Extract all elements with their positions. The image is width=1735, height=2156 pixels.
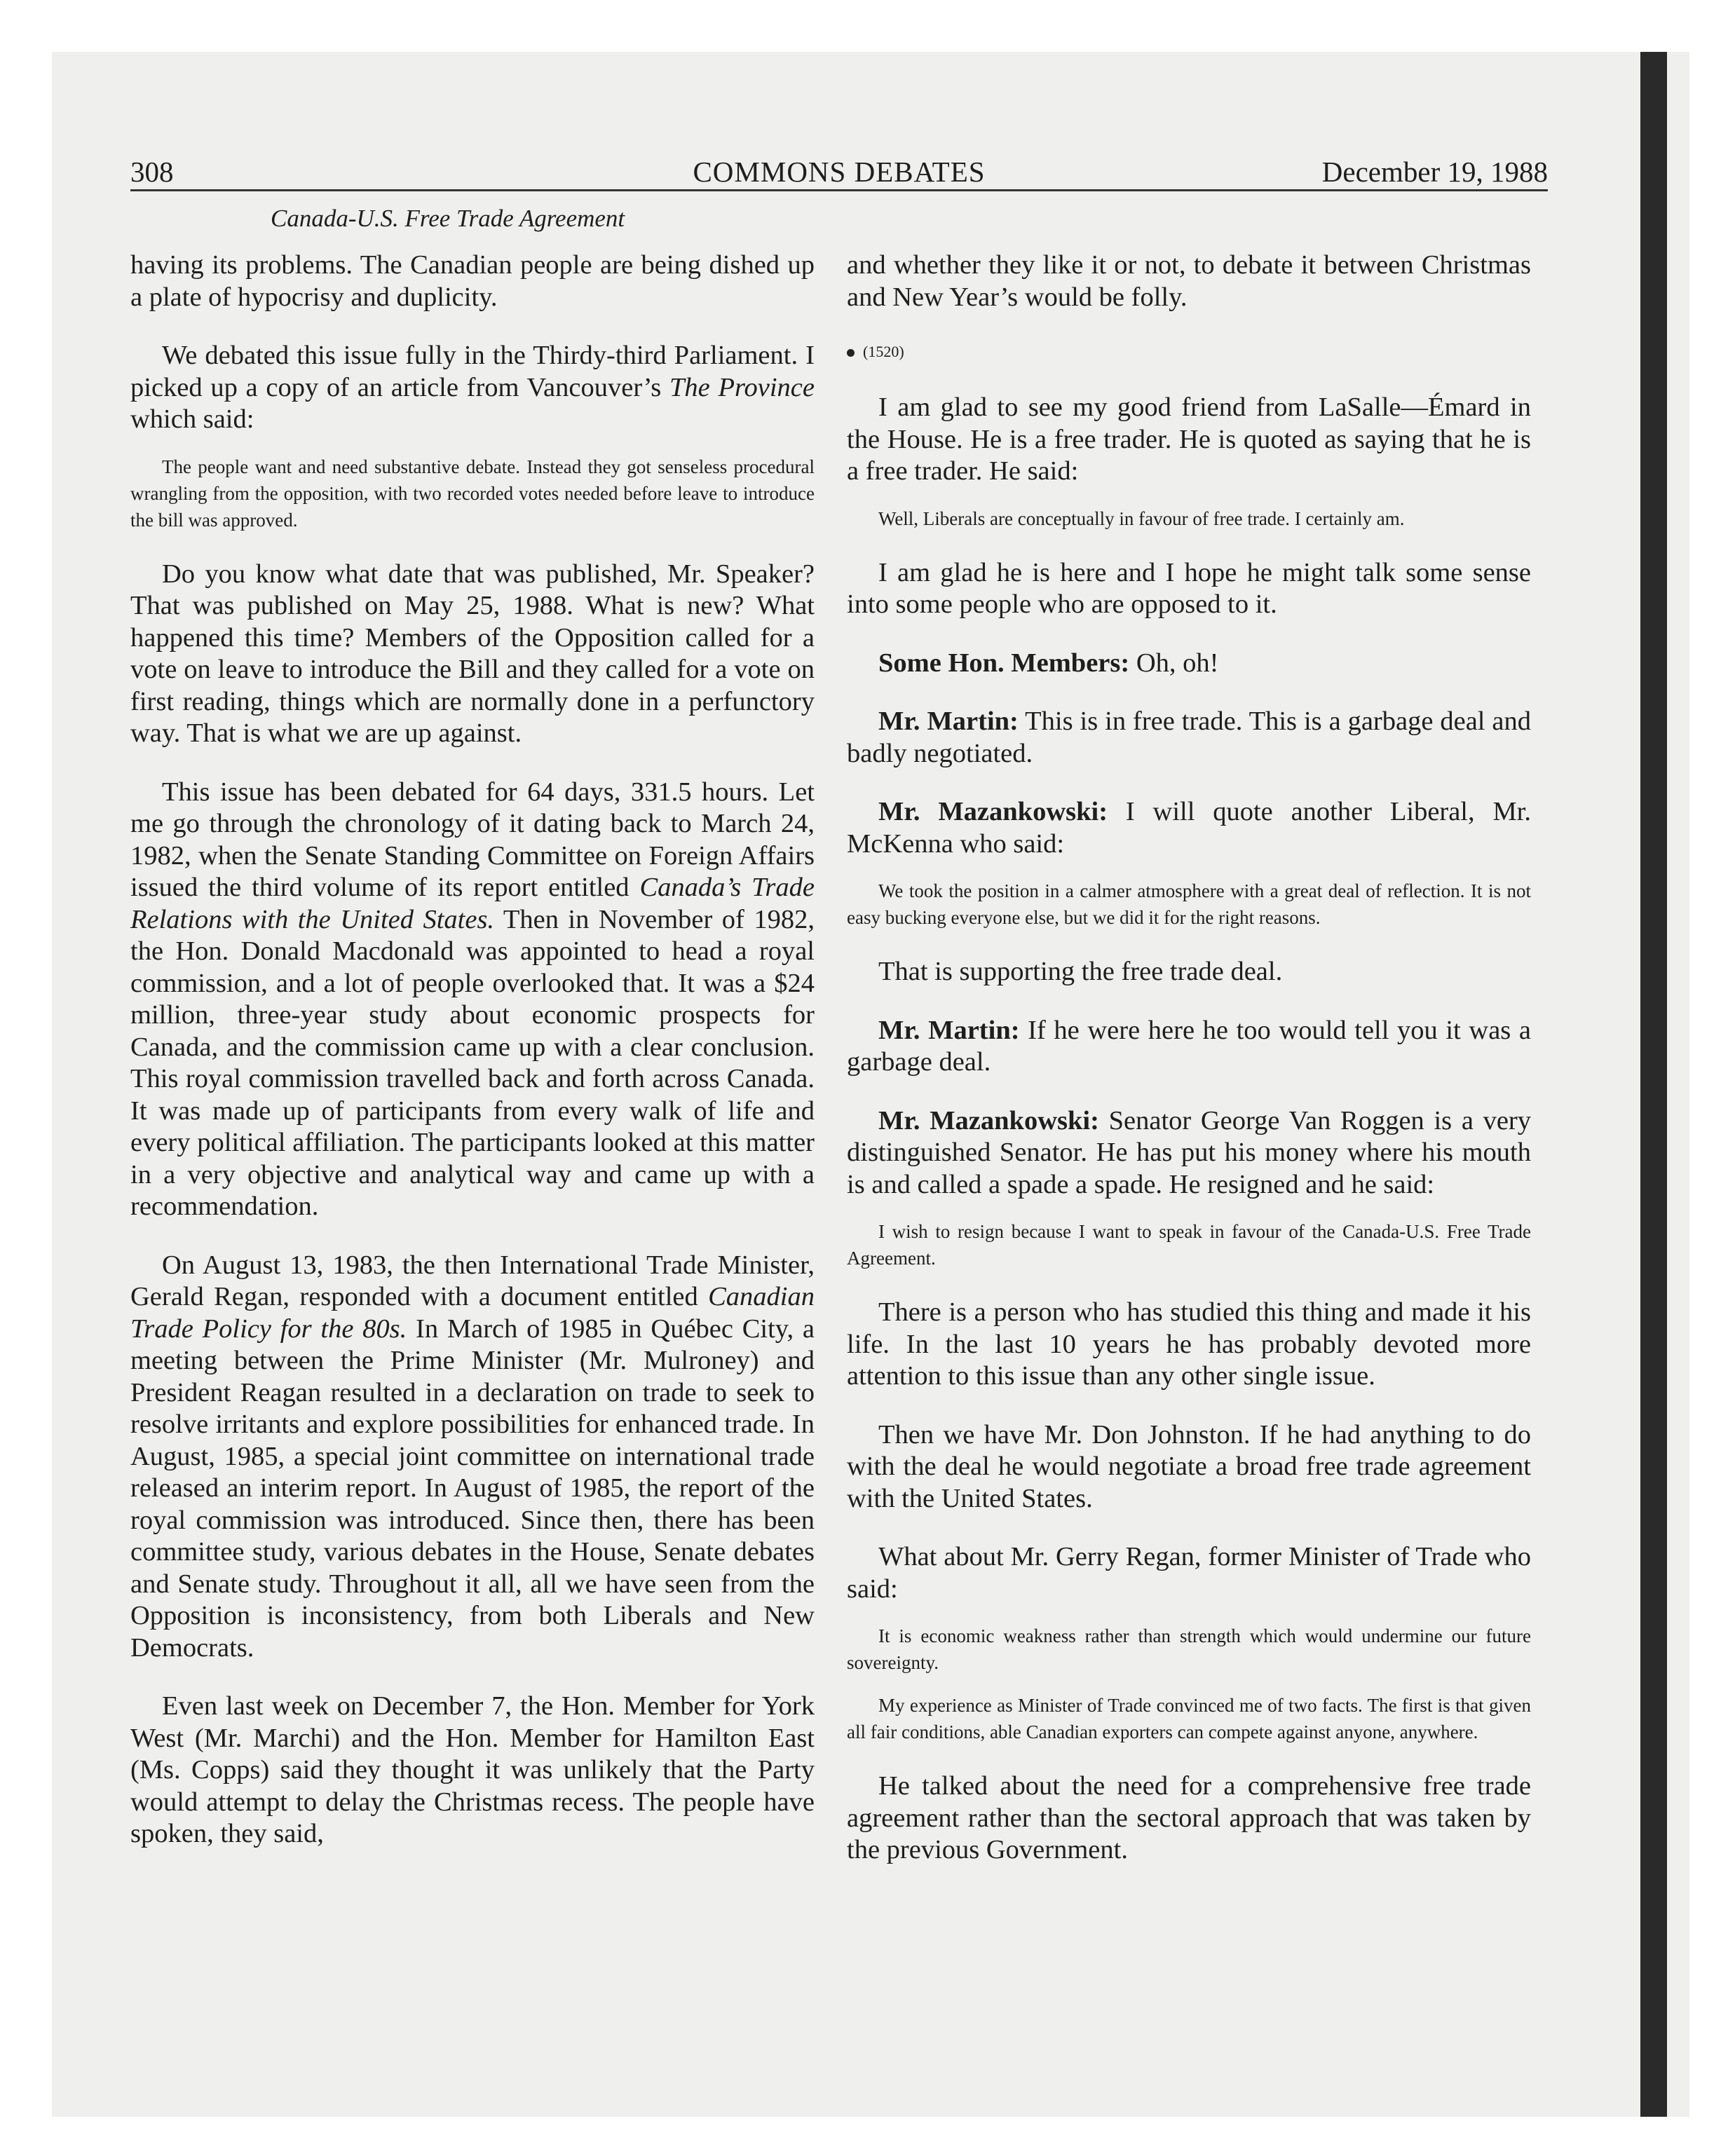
block-quote: It is economic weakness rather than strength which would undermine our future sovereignty. [847,1625,1531,1673]
paragraph: This issue has been debated for 64 days, 331.5 hours. Let me go through the chronology of it dating back to March 24, 1982, when the Senate Standing Committee on Foreign Affairs issued the third volume of its report entitled Canada’s Trade Relations with the United States. Then in November of 1982, the Hon. Donald Macdonald was appointed to head a royal commission, and a lot of people overlooked that. It was a $24 million, three-year study about economic prospects for Canada, and the commission came up with a clear conclusion. This royal commission travelled back and forth across Canada. It was made up of participants from every walk of life and every political affiliation. The participants looked at this matter in a very objective and analytical way and came up with a recommendation. [130,777,815,1221]
time-marker: (1520) [847,341,1531,362]
speaker-name: Mr. Martin: [878,1015,1020,1045]
paragraph: I am glad he is here and I hope he might talk some sense into some people who are opposed to it. [847,557,1531,619]
page-number: 308 [130,156,174,188]
block-quote: My experience as Minister of Trade convinced me of two facts. The first is that given all fair conditions, able Canadian exporters can compete against anyone, anywhere. [847,1695,1531,1742]
document-title: Canadian Trade Policy for the 80s. [130,1282,815,1344]
publication-title: COMMONS DEBATES [693,156,986,188]
speech: Mr. Martin: This is in free trade. This is a garbage deal and badly negotiated. [847,707,1532,768]
paragraph: Then we have Mr. Don Johnston. If he had anything to do with the deal he would negotiate a broad free trade agreement with the United States. [847,1419,1531,1513]
speech: Mr. Mazankowski: Senator George Van Roggen is a very distinguished Senator. He has put his money where his mouth is and called a spade a spade. He resigned and he said: [847,1105,1531,1199]
scan-edge-shadow [1640,52,1667,2117]
report-title: Canada’s Trade Relations with the United States. [130,873,815,934]
right-column [847,250,1531,1867]
speech: Some Hon. Members: Oh, oh! [878,648,1219,678]
paragraph: There is a person who has studied this thing and made it his life. In the last 10 years he has probably devoted more attention to this issue than any other single issue. [847,1297,1531,1391]
block-quote: The people want and need substantive debate. Instead they got senseless procedural wrangling from the opposition, with two recorded votes needed before leave to introduce the bill was approved. [130,456,815,531]
paragraph: and whether they like it or not, to debate it between Christmas and New Year’s would be folly. [847,250,1531,312]
speaker-name: Mr. Martin: [878,707,1019,736]
paragraph: having its problems. The Canadian people are being dished up a plate of hypocrisy and duplicity. [130,250,815,312]
paragraph: I am glad to see my good friend from LaSalle—Émard in the House. He is a free trader. He is quoted as saying that he is a free trader. He said: [847,393,1531,486]
bullet-icon [847,349,855,357]
block-quote: We took the position in a calmer atmosphere with a great deal of reflection. It is not easy bucking everyone else, but we did it for the right reasons. [847,880,1531,928]
block-quote: I wish to resign because I want to speak in favour of the Canada-U.S. Free Trade Agreement. [847,1221,1531,1269]
paragraph: We debated this issue fully in the Thirdy-third Parliament. I picked up a copy of an article from Vancouver’s The Province which said: [130,341,815,434]
running-head: Canada-U.S. Free Trade Agreement [271,205,625,232]
speech: Mr. Mazankowski: I will quote another Liberal, Mr. McKenna who said: [847,797,1532,859]
block-quote: Well, Liberals are conceptually in favour of free trade. I certainly am. [878,507,1405,529]
header-rule [130,189,1548,191]
paragraph: What about Mr. Gerry Regan, former Minister of Trade who said: [847,1542,1531,1604]
speech: Mr. Martin: If he were here he too would tell you it was a garbage deal. [847,1015,1531,1077]
speaker-name: Mr. Mazankowski: [878,1105,1099,1135]
paragraph: Do you know what date that was published, Mr. Speaker? That was published on May 25, 1988. What is new? What happened this time? Members of the Opposition called for a vote on leave to introduce the Bill and they called for a vote on first reading, things which are normally done in a perfunctory way. That is what we are up against. [130,559,815,748]
newspaper-title: The Province [669,372,815,402]
paragraph: Even last week on December 7, the Hon. Member for York West (Mr. Marchi) and the Hon. Member for Hamilton East (Ms. Copps) said they thought it was unlikely that the Party would attempt to delay the Christmas recess. The people have spoken, they said, [130,1691,815,1848]
speaker-name: Some Hon. Members: [878,648,1130,678]
left-column [130,250,815,1850]
speaker-name: Mr. Mazankowski: [878,797,1108,826]
paragraph: That is supporting the free trade deal. [878,957,1283,986]
paragraph: On August 13, 1983, the then International Trade Minister, Gerald Regan, responded with a document entitled Canadian Trade Policy for the 80s. In March of 1985 in Québec City, a meeting between the Prime Minister (Mr. Mulroney) and President Reagan resulted in a declaration on trade to seek to resolve irritants and explore possibilities for enhanced trade. In August, 1985, a special joint committee on international trade released an interim report. In August of 1985, the report of the royal commission was introduced. Since then, there has been committee study, various debates in the House, Senate debates and Senate study. Throughout it all, all we have seen from the Opposition is inconsistency, from both Liberals and New Democrats. [130,1250,815,1663]
paragraph: He talked about the need for a comprehensive free trade agreement rather than the sectoral approach that was taken by the previous Government. [847,1771,1531,1864]
header-date: December 19, 1988 [1321,156,1548,188]
page-header [130,154,1548,189]
